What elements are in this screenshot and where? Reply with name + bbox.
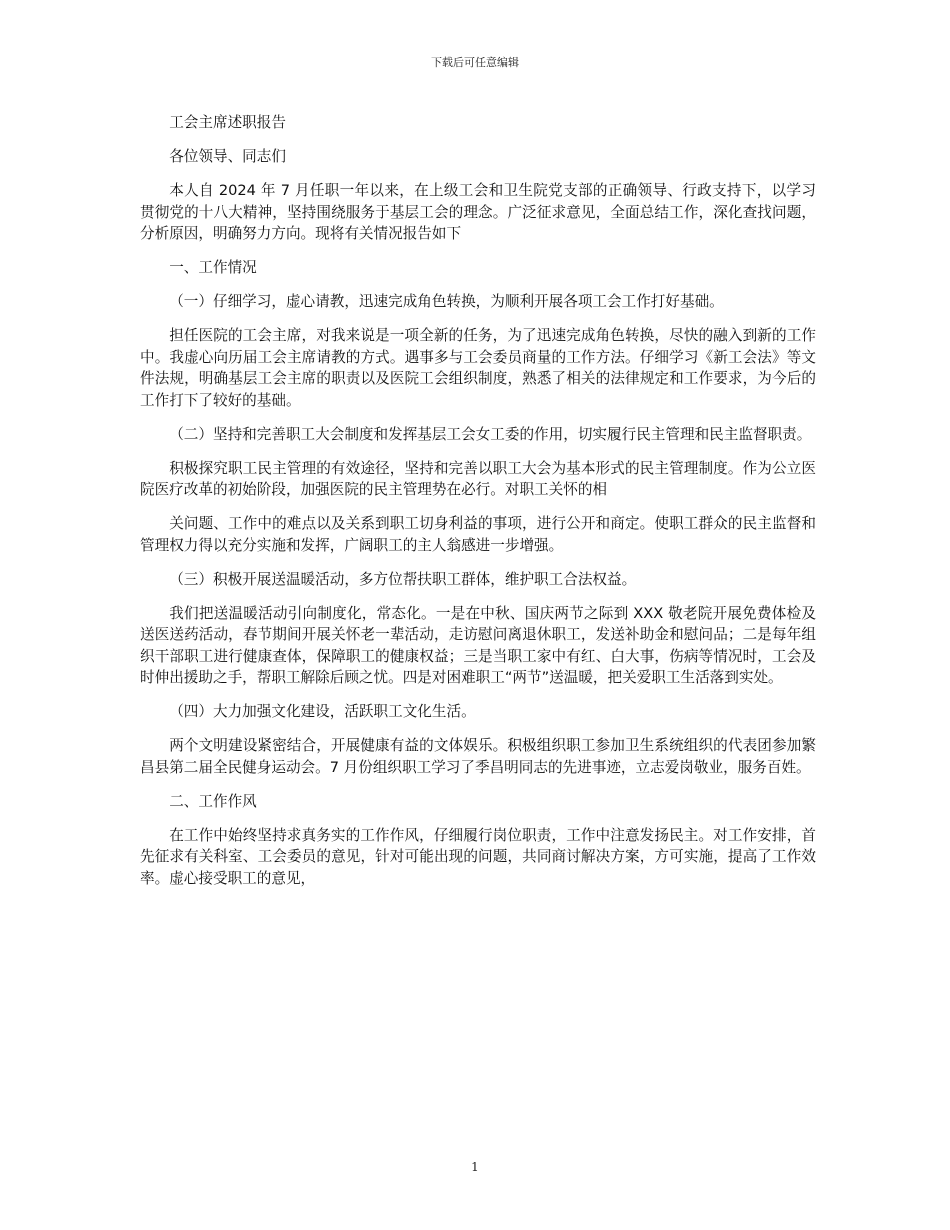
salutation: 各位领导、同志们: [169, 148, 286, 165]
subsection-body-2a: 积极探究职工民主管理的有效途径，坚持和完善以职工大会为基本形式的民主管理制度。作为公立医院医疗改革的初始阶段，加强医院的民主管理势在必行。对职工关怀的相: [140, 459, 816, 498]
subsection-heading-2: （二）坚持和完善职工大会制度和发挥基层工会女工委的作用，切实履行民主管理和民主监督职责。: [169, 425, 812, 443]
subsection-body-1: 担任医院的工会主席，对我来说是一项全新的任务，为了迅速完成角色转换，尽快的融入到新的工作中。我虚心向历届工会主席请教的方式。遇事多与工会委员商量的工作方法。仔细学习《新工会法》等文件法规，明确基层工会主席的职责以及医院工会组织制度，熟悉了相关的法律规定和工作要求，为今后的工作打下了较好的基础。: [140, 327, 816, 409]
page-number: 1: [471, 1160, 479, 1174]
intro-paragraph: 本人自 2024 年 7 月任职一年以来，在上级工会和卫生院党支部的正确领导、行政支持下，以学习贯彻党的十八大精神，坚持围绕服务于基层工会的理念。广泛征求意见，全面总结工作，深化查找问题，分析原因，明确努力方向。现将有关情况报告如下: [140, 182, 816, 242]
header-note: 下载后可任意编辑: [431, 56, 519, 69]
document-title: 工会主席述职报告: [169, 114, 286, 131]
subsection-body-3: 我们把送温暖活动引向制度化，常态化。一是在中秋、国庆两节之际到 XXX 敬老院开展免费体检及送医送药活动，春节期间开展关怀老一辈活动，走访慰问离退休职工，发送补助金和慰问品；二是每年组织干部职工进行健康查体，保障职工的健康权益；三是当职工家中有红、白大事，伤病等情况时，工会及时伸出援助之手，帮职工解除后顾之忧。四是对困难职工“两节”送温暖，把关爱职工生活落到实处。: [140, 604, 816, 686]
section-body-work-style: 在工作中始终坚持求真务实的工作作风，仔细履行岗位职责，工作中注意发扬民主。对工作安排，首先征求有关科室、工会委员的意见，针对可能出现的问题，共同商讨解决方案，方可实施，提高了工作效率。虚心接受职工的意见，: [140, 826, 816, 887]
subsection-heading-3: （三）积极开展送温暖活动，多方位帮扶职工群体，维护职工合法权益。: [169, 570, 637, 588]
subsection-body-2b: 关问题、工作中的难点以及关系到职工切身利益的事项，进行公开和商定。使职工群众的民主监督和管理权力得以充分实施和发挥，广阔职工的主人翁感进一步增强。: [140, 515, 816, 554]
subsection-heading-1: （一）仔细学习，虚心请教，迅速完成角色转换，为顺利开展各项工会工作打好基础。: [169, 293, 724, 310]
section-heading-work-style: 二、工作作风: [169, 792, 257, 810]
section-heading-work-status: 一、工作情况: [169, 259, 257, 276]
document-body: [140, 112, 816, 902]
subsection-heading-4: （四）大力加强文化建设，活跃职工文化生活。: [169, 703, 476, 720]
subsection-body-4: 两个文明建设紧密结合，开展健康有益的文体娱乐。积极组织职工参加卫生系统组织的代表团参加繁昌县第二届全民健身运动会。7 月份组织职工学习了季昌明同志的先进事迹，立志爱岗敬业，服务百姓。: [140, 737, 816, 776]
